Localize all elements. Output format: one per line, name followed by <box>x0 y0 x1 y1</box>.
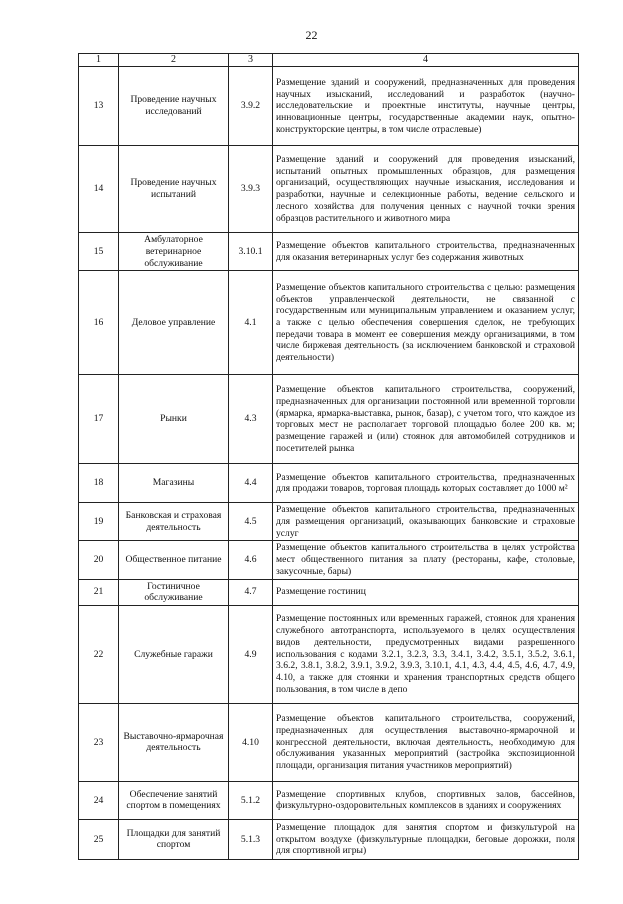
header-cell: 2 <box>119 54 229 67</box>
table-row <box>79 146 579 233</box>
header-cell: 4 <box>273 54 579 67</box>
use-name: Амбулаторное ветеринарное обслуживание <box>119 233 229 271</box>
row-number: 23 <box>79 703 119 781</box>
use-code: 3.9.3 <box>229 146 273 233</box>
table-row <box>79 503 579 541</box>
table-row <box>79 781 579 819</box>
row-number: 24 <box>79 781 119 819</box>
use-description: Размещение объектов капитального строительства, предназначенных для оказания ветеринарных услуг без содержания животных <box>273 233 579 271</box>
use-code: 4.6 <box>229 541 273 579</box>
table-row <box>79 579 579 605</box>
use-description: Размещение объектов капитального строительства с целью: размещения объектов управленческой деятельности, не связанной с государственным или муниципальным управлением и оказанием услуг, а также с целью обеспечения совершения сделок, не требующих передачи товара в момент ее совершения между организациями, в том числе биржевая деятельность (за исключением банковской и страховой деятельности) <box>273 271 579 375</box>
use-description: Размещение гостиниц <box>273 579 579 605</box>
use-name: Магазины <box>119 464 229 503</box>
table-row <box>79 233 579 271</box>
row-number: 18 <box>79 464 119 503</box>
use-name: Проведение научных испытаний <box>119 146 229 233</box>
row-number: 13 <box>79 67 119 146</box>
use-description: Размещение объектов капитального строительства, сооружений, предназначенных для осуществления выставочно-ярмарочной и конгрессной деятельности, включая деятельность, необходимую для обслуживания указанных мероприятий (застройка экспозиционной площади, организация питания участников мероприятий) <box>273 703 579 781</box>
use-name: Рынки <box>119 375 229 464</box>
use-name: Служебные гаражи <box>119 605 229 703</box>
use-code: 3.9.2 <box>229 67 273 146</box>
row-number: 17 <box>79 375 119 464</box>
use-description: Размещение зданий и сооружений для проведения изысканий, испытаний опытных промышленных образцов, для размещения организаций, осуществляющих научные изыскания, исследования и разработки, научные и селекционные работы, ведение сельского и лесного хозяйства для получения ценных с научной точки зрения образцов растительного и животного мира <box>273 146 579 233</box>
use-code: 5.1.3 <box>229 819 273 859</box>
table-row <box>79 605 579 703</box>
use-code: 5.1.2 <box>229 781 273 819</box>
row-number: 25 <box>79 819 119 859</box>
header-cell: 1 <box>79 54 119 67</box>
row-number: 19 <box>79 503 119 541</box>
use-description: Размещение площадок для занятия спортом и физкультурой на открытом воздухе (физкультурные площадки, беговые дорожки, поля для спортивной игры) <box>273 819 579 859</box>
use-name: Проведение научных исследований <box>119 67 229 146</box>
use-code: 4.3 <box>229 375 273 464</box>
use-description: Размещение спортивных клубов, спортивных залов, бассейнов, физкультурно-оздоровительных комплексов в зданиях и сооружениях <box>273 781 579 819</box>
use-code: 4.9 <box>229 605 273 703</box>
use-description: Размещение зданий и сооружений, предназначенных для проведения научных изысканий, исследований и разработок (научно-исследовательские и проектные институты, научные центры, инновационные центры, государственные академии наук, опытно-конструкторские центры, в том числе отраслевые) <box>273 67 579 146</box>
use-code: 4.5 <box>229 503 273 541</box>
use-code: 3.10.1 <box>229 233 273 271</box>
table-row <box>79 464 579 503</box>
use-code: 4.4 <box>229 464 273 503</box>
use-name: Деловое управление <box>119 271 229 375</box>
row-number: 21 <box>79 579 119 605</box>
table-row <box>79 375 579 464</box>
row-number: 14 <box>79 146 119 233</box>
table-row <box>79 67 579 146</box>
use-code: 4.1 <box>229 271 273 375</box>
use-code: 4.7 <box>229 579 273 605</box>
table-row <box>79 541 579 579</box>
use-description: Размещение объектов капитального строительства, предназначенных для размещения организаций, оказывающих банковские и страховые услуг <box>273 503 579 541</box>
header-cell: 3 <box>229 54 273 67</box>
use-name: Гостиничное обслуживание <box>119 579 229 605</box>
use-description: Размещение объектов капитального строительства, предназначенных для продажи товаров, торговая площадь которых составляет до 1000 м² <box>273 464 579 503</box>
table-row <box>79 271 579 375</box>
page-number: 22 <box>305 28 318 42</box>
row-number: 22 <box>79 605 119 703</box>
use-name: Банковская и страховая деятельность <box>119 503 229 541</box>
use-name: Обеспечение занятий спортом в помещениях <box>119 781 229 819</box>
row-number: 20 <box>79 541 119 579</box>
use-name: Площадки для занятий спортом <box>119 819 229 859</box>
use-code: 4.10 <box>229 703 273 781</box>
use-name: Выставочно-ярмарочная деятельность <box>119 703 229 781</box>
use-description: Размещение объектов капитального строительства, сооружений, предназначенных для организации постоянной или временной торговли (ярмарка, ярмарка-выставка, рынок, базар), с учетом того, что каждое из торговых мест не располагает торговой площадью более 200 кв. м; размещение гаражей и (или) стоянок для автомобилей сотрудников и посетителей рынка <box>273 375 579 464</box>
use-name: Общественное питание <box>119 541 229 579</box>
table-header-row <box>79 54 579 67</box>
table-row <box>79 819 579 859</box>
row-number: 16 <box>79 271 119 375</box>
use-description: Размещение постоянных или временных гаражей, стоянок для хранения служебного автотранспорта, используемого в целях осуществления видов деятельности, предусмотренных видами разрешенного использования с кодами 3.2.1, 3.2.3, 3.3, 3.4.1, 3.4.2, 3.5.1, 3.5.2, 3.6.1, 3.6.2, 3.8.1, 3.8.2, 3.9.1, 3.9.2, 3.9.3, 3.10.1, 4.1, 4.3, 4.4, 4.5, 4.6, 4.7, 4.9, 4.10, а также для стоянки и хранения транспортных средств общего пользования, в том числе в депо <box>273 605 579 703</box>
row-number: 15 <box>79 233 119 271</box>
table-row <box>79 703 579 781</box>
land-use-table <box>78 53 579 860</box>
use-description: Размещение объектов капитального строительства в целях устройства мест общественного питания за плату (рестораны, кафе, столовые, закусочные, бары) <box>273 541 579 579</box>
